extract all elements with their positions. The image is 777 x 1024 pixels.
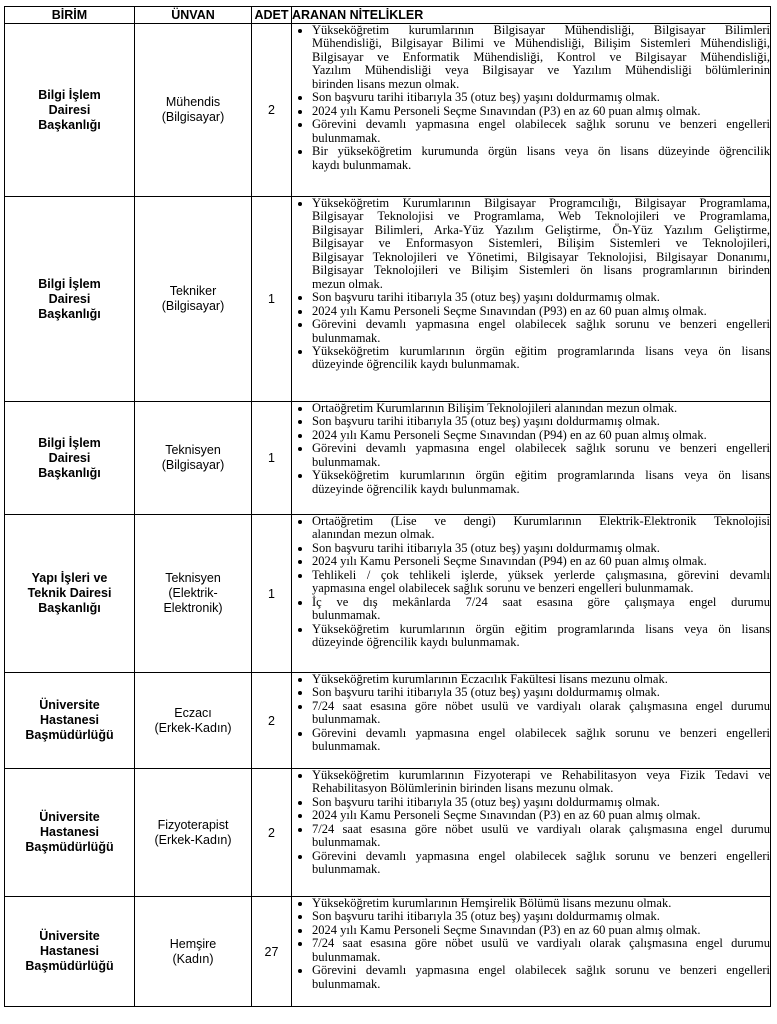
requirement-line: • 7/24 saat esasına göre nöbet usulü ve vardiyalı olarak çalışmasına engel durumu — [312, 821, 770, 836]
requirement-item — [312, 305, 770, 318]
job-requirements-table — [4, 6, 771, 1007]
requirement-line: • Son başvuru tarihi itibarıyla 35 (otuz beş) yaşını doldurmamış olmak. — [312, 290, 660, 305]
requirement-line: düzeyinde öğrencilik kaydı bulunmamak. — [312, 357, 520, 372]
birim-line: Yapı İşleri ve — [31, 571, 108, 585]
requirement-line: • 2024 yılı Kamu Personeli Seçme Sınavından (P3) en az 60 puan almış olmak. — [312, 103, 701, 118]
birim-line: Başmüdürlüğü — [25, 728, 114, 742]
requirement-item — [312, 673, 770, 686]
requirement-line: • Tehlikeli / çok tehlikeli işlerde, yüksek yerlerde çalışmasına, görevini devamlı — [312, 567, 770, 582]
requirement-line: • Görevini devamlı yapmasına engel olabilecek sağlık sorunu ve benzeri engelleri — [312, 117, 770, 132]
unvan-line: Tekniker — [169, 284, 217, 298]
requirement-item — [312, 727, 770, 754]
requirement-item — [312, 809, 770, 822]
unvan-cell — [135, 897, 252, 1007]
birim-line: Hastanesi — [39, 944, 100, 958]
requirement-line: bulunmamak. — [312, 712, 381, 727]
requirement-line: • Yükseköğretim kurumlarının örgün eğitim programlarında lisans veya ön lisans — [312, 343, 770, 358]
requirement-line: birinden lisans mezun olmak. — [312, 76, 460, 91]
requirement-line: Yazılım Mühendisliği veya Bilgisayar ve Yazılım Mühendisliği bölümlerinin — [312, 63, 770, 78]
requirement-item — [312, 623, 770, 650]
adet-cell: 2 — [252, 673, 292, 769]
requirement-item — [312, 542, 770, 555]
unvan-line: (Kadın) — [172, 951, 214, 966]
unvan-line: Elektronik) — [163, 601, 223, 615]
birim-line: Dairesi — [48, 102, 91, 117]
requirement-line: • Son başvuru tarihi itibarıyla 35 (otuz beş) yaşını doldurmamış olmak. — [312, 685, 660, 700]
birim-line: Üniversite — [39, 810, 100, 824]
unvan-line: Fizyoterapist — [157, 817, 229, 832]
unvan-line: (Bilgisayar) — [161, 299, 225, 313]
requirement-line: Bilgisayar ve Enformasyon Sistemleri, Bilişim Sistemleri ve Teknolojileri, — [312, 236, 770, 251]
unvan-line: (Erkek-Kadın) — [154, 832, 232, 847]
requirement-line: düzeyinde öğrencilik kaydı bulunmamak. — [312, 635, 520, 650]
unvan-line: (Bilgisayar) — [161, 110, 225, 124]
table-row — [5, 24, 771, 197]
requirement-line: • Yükseköğretim Kurumlarının Bilgisayar Programcılığı, Bilgisayar Programlama, — [312, 196, 770, 210]
job-requirements-sheet — [4, 6, 770, 1007]
requirement-line: bulunmamak. — [312, 608, 381, 623]
requirement-item — [312, 197, 770, 291]
requirement-item — [312, 596, 770, 623]
header-aranan-nitelikler: ARANAN NİTELİKLER — [292, 7, 771, 24]
birim-cell — [5, 402, 135, 515]
birim-line: Başkanlığı — [38, 465, 101, 480]
requirement-line: • Son başvuru tarihi itibarıyla 35 (otuz beş) yaşını doldurmamış olmak. — [312, 909, 660, 924]
header-adet: ADET — [252, 7, 292, 24]
birim-line: Başmüdürlüğü — [25, 959, 114, 973]
unvan-line: (Elektrik- — [168, 586, 218, 600]
header-birim: BİRİM — [5, 7, 135, 24]
requirement-item — [312, 345, 770, 372]
requirement-line: • Yükseköğretim kurumlarının örgün eğitim programlarında lisans veya ön lisans — [312, 468, 770, 483]
requirement-line: Bilgisayar Teknolojileri ve Yönetimi, Bilgisayar Teknolojisi, Bilgisayar Donanımı, — [312, 249, 770, 264]
requirement-line: • 2024 yılı Kamu Personeli Seçme Sınavından (P94) en az 60 puan almış olmak. — [312, 427, 707, 442]
unvan-cell — [135, 24, 252, 197]
birim-line: Teknik Dairesi — [27, 586, 112, 600]
requirements-list — [292, 515, 770, 650]
requirement-item — [312, 515, 770, 542]
requirement-item — [312, 555, 770, 568]
unvan-cell — [135, 197, 252, 402]
adet-cell: 1 — [252, 197, 292, 402]
unvan-line: (Erkek-Kadın) — [154, 720, 232, 735]
requirement-item — [312, 964, 770, 991]
requirements-cell — [292, 197, 771, 402]
requirement-line: Bilgisayar Teknolojisi ve Programlama, Web Teknolojileri ve Programlama, — [312, 209, 770, 224]
unvan-line: Hemşire — [169, 936, 217, 951]
birim-line: Bilgi İşlem — [38, 276, 101, 291]
requirements-list — [292, 402, 770, 496]
requirement-line: mezun olmak. — [312, 276, 383, 291]
requirement-line: • Görevini devamlı yapmasına engel olabilecek sağlık sorunu ve benzeri engelleri — [312, 848, 770, 863]
requirement-line: bulunmamak. — [312, 130, 381, 145]
table-body — [5, 24, 771, 1007]
birim-line: Bilgi İşlem — [38, 435, 101, 450]
requirement-line: • Ortaöğretim (Lise ve dengi) Kurumlarının Elektrik-Elektronik Teknolojisi — [312, 514, 770, 528]
unvan-cell — [135, 515, 252, 673]
adet-cell: 2 — [252, 769, 292, 897]
requirement-line: • 2024 yılı Kamu Personeli Seçme Sınavından (P94) en az 60 puan almış olmak. — [312, 554, 707, 569]
requirement-line: bulunmamak. — [312, 454, 381, 469]
requirement-line: Rehabilitasyon Bölümlerinin birinden lisans mezunu olmak. — [312, 781, 614, 796]
requirement-line: bulunmamak. — [312, 739, 381, 754]
requirement-item — [312, 910, 770, 923]
requirement-line: • İç ve dış mekânlarda 7/24 saat esasına göre çalışmaya engel durumu — [312, 594, 770, 609]
birim-line: Dairesi — [48, 450, 91, 465]
requirements-cell — [292, 673, 771, 769]
requirement-line: yapmasına engel olabilecek sağlık sorunu ve benzeri engelleri bulunmamak. — [312, 581, 694, 596]
adet-cell: 1 — [252, 402, 292, 515]
table-row — [5, 897, 771, 1007]
requirement-item — [312, 415, 770, 428]
table-row — [5, 673, 771, 769]
requirement-line: Bilgisayar Teknolojileri ve Bilişim Sistemleri ön lisans programlarının birinden — [312, 263, 770, 278]
requirement-line: • Yükseköğretim kurumlarının Bilgisayar Mühendisliği, Bilgisayar Bilimleri — [312, 23, 770, 37]
birim-line: Başkanlığı — [38, 306, 101, 321]
requirement-item — [312, 897, 770, 910]
requirement-line: • Yükseköğretim kurumlarının Hemşirelik Bölümü lisans mezunu olmak. — [312, 896, 672, 910]
birim-line: Üniversite — [39, 929, 100, 943]
unvan-cell — [135, 769, 252, 897]
adet-cell: 2 — [252, 24, 292, 197]
table-row — [5, 402, 771, 515]
requirement-line: Bilgisayar ve Enformatik Mühendisliği, Kontrol ve Bilgisayar Mühendisliği, — [312, 49, 770, 64]
requirement-line: • 7/24 saat esasına göre nöbet usulü ve vardiyalı olarak çalışmasına engel durumu — [312, 936, 770, 951]
requirement-line: kaydı bulunmamak. — [312, 157, 412, 172]
unvan-line: Teknisyen — [165, 443, 221, 457]
unvan-line: (Bilgisayar) — [161, 458, 225, 472]
requirements-list — [292, 197, 770, 372]
requirement-line: • Bir yükseköğretim kurumunda örgün lisans veya ön lisans düzeyinde öğrencilik — [312, 144, 770, 159]
requirement-item — [312, 569, 770, 596]
requirements-list — [292, 24, 770, 172]
requirement-line: bulunmamak. — [312, 835, 381, 850]
requirement-item — [312, 796, 770, 809]
birim-line: Dairesi — [48, 291, 91, 306]
birim-cell — [5, 769, 135, 897]
requirements-cell — [292, 24, 771, 197]
requirements-cell — [292, 897, 771, 1007]
unvan-line: Eczacı — [174, 705, 212, 720]
requirement-line: • 2024 yılı Kamu Personeli Seçme Sınavından (P3) en az 60 puan almış olmak. — [312, 808, 701, 823]
requirements-list — [292, 769, 770, 877]
requirement-item — [312, 145, 770, 172]
requirement-line: Mühendisliği, Bilgisayar Bilimi ve Mühendisliği, Bilişim Sistemleri Mühendisliği, — [312, 36, 770, 51]
requirement-line: • Son başvuru tarihi itibarıyla 35 (otuz beş) yaşını doldurmamış olmak. — [312, 414, 660, 429]
requirement-line: • Görevini devamlı yapmasına engel olabilecek sağlık sorunu ve benzeri engelleri — [312, 963, 770, 978]
requirement-line: Bilgisayar Bilimleri, Arka-Yüz Yazılım Geliştirme, Ön-Yüz Yazılım Geliştirme, — [312, 222, 770, 237]
unvan-line: Teknisyen — [165, 571, 221, 585]
birim-line: Bilgi İşlem — [38, 87, 101, 102]
requirement-line: • Ortaöğretim Kurumlarının Bilişim Teknolojileri alanından mezun olmak. — [312, 401, 678, 415]
requirement-item — [312, 118, 770, 145]
requirement-line: • Görevini devamlı yapmasına engel olabilecek sağlık sorunu ve benzeri engelleri — [312, 725, 770, 740]
requirement-line: • Son başvuru tarihi itibarıyla 35 (otuz beş) yaşını doldurmamış olmak. — [312, 794, 660, 809]
birim-line: Başkanlığı — [38, 601, 101, 615]
requirement-item — [312, 823, 770, 850]
requirement-line: • Görevini devamlı yapmasına engel olabilecek sağlık sorunu ve benzeri engelleri — [312, 441, 770, 456]
requirement-line: bulunmamak. — [312, 330, 381, 345]
requirement-line: bulunmamak. — [312, 949, 381, 964]
requirement-item — [312, 850, 770, 877]
unvan-cell — [135, 673, 252, 769]
birim-cell — [5, 673, 135, 769]
requirements-cell — [292, 769, 771, 897]
requirement-line: • 2024 yılı Kamu Personeli Seçme Sınavından (P3) en az 60 puan almış olmak. — [312, 922, 701, 937]
requirement-line: düzeyinde öğrencilik kaydı bulunmamak. — [312, 481, 520, 496]
requirement-line: • Yükseköğretim kurumlarının Fizyoterapi ve Rehabilitasyon veya Fizik Tedavi ve — [312, 768, 770, 782]
requirement-line: • Görevini devamlı yapmasına engel olabilecek sağlık sorunu ve benzeri engelleri — [312, 317, 770, 332]
requirement-item — [312, 24, 770, 91]
requirement-line: • Yükseköğretim kurumlarının Eczacılık Fakültesi lisans mezunu olmak. — [312, 672, 668, 686]
adet-cell: 1 — [252, 515, 292, 673]
requirement-item — [312, 318, 770, 345]
unvan-cell — [135, 402, 252, 515]
requirements-cell — [292, 402, 771, 515]
birim-cell — [5, 897, 135, 1007]
requirement-item — [312, 105, 770, 118]
requirements-list — [292, 897, 770, 991]
birim-line: Başkanlığı — [38, 117, 101, 132]
table-row — [5, 197, 771, 402]
requirement-item — [312, 924, 770, 937]
requirement-item — [312, 402, 770, 415]
requirement-line: alanından mezun olmak. — [312, 527, 435, 542]
requirement-item — [312, 91, 770, 104]
table-header-row — [5, 7, 771, 24]
requirement-item — [312, 429, 770, 442]
requirement-item — [312, 442, 770, 469]
birim-cell — [5, 515, 135, 673]
requirement-line: bulunmamak. — [312, 862, 381, 877]
table-row — [5, 515, 771, 673]
birim-line: Hastanesi — [39, 825, 100, 839]
birim-line: Hastanesi — [39, 713, 100, 727]
header-unvan: ÜNVAN — [135, 7, 252, 24]
requirement-line: • Son başvuru tarihi itibarıyla 35 (otuz beş) yaşını doldurmamış olmak. — [312, 90, 660, 105]
requirement-item — [312, 769, 770, 796]
requirement-line: bulunmamak. — [312, 976, 381, 991]
requirements-cell — [292, 515, 771, 673]
requirements-list — [292, 673, 770, 754]
requirement-line: • 2024 yılı Kamu Personeli Seçme Sınavından (P93) en az 60 puan almış olmak. — [312, 303, 707, 318]
requirement-item — [312, 291, 770, 304]
birim-cell — [5, 24, 135, 197]
requirement-item — [312, 686, 770, 699]
requirement-line: • Son başvuru tarihi itibarıyla 35 (otuz beş) yaşını doldurmamış olmak. — [312, 540, 660, 555]
requirement-line: • Yükseköğretim kurumlarının örgün eğitim programlarında lisans veya ön lisans — [312, 621, 770, 636]
birim-line: Başmüdürlüğü — [25, 840, 114, 854]
adet-cell: 27 — [252, 897, 292, 1007]
unvan-line: Mühendis — [165, 95, 221, 109]
requirement-item — [312, 700, 770, 727]
requirement-item — [312, 469, 770, 496]
table-row — [5, 769, 771, 897]
birim-line: Üniversite — [39, 698, 100, 712]
requirement-line: • 7/24 saat esasına göre nöbet usulü ve vardiyalı olarak çalışmasına engel durumu — [312, 698, 770, 713]
requirement-item — [312, 937, 770, 964]
birim-cell — [5, 197, 135, 402]
